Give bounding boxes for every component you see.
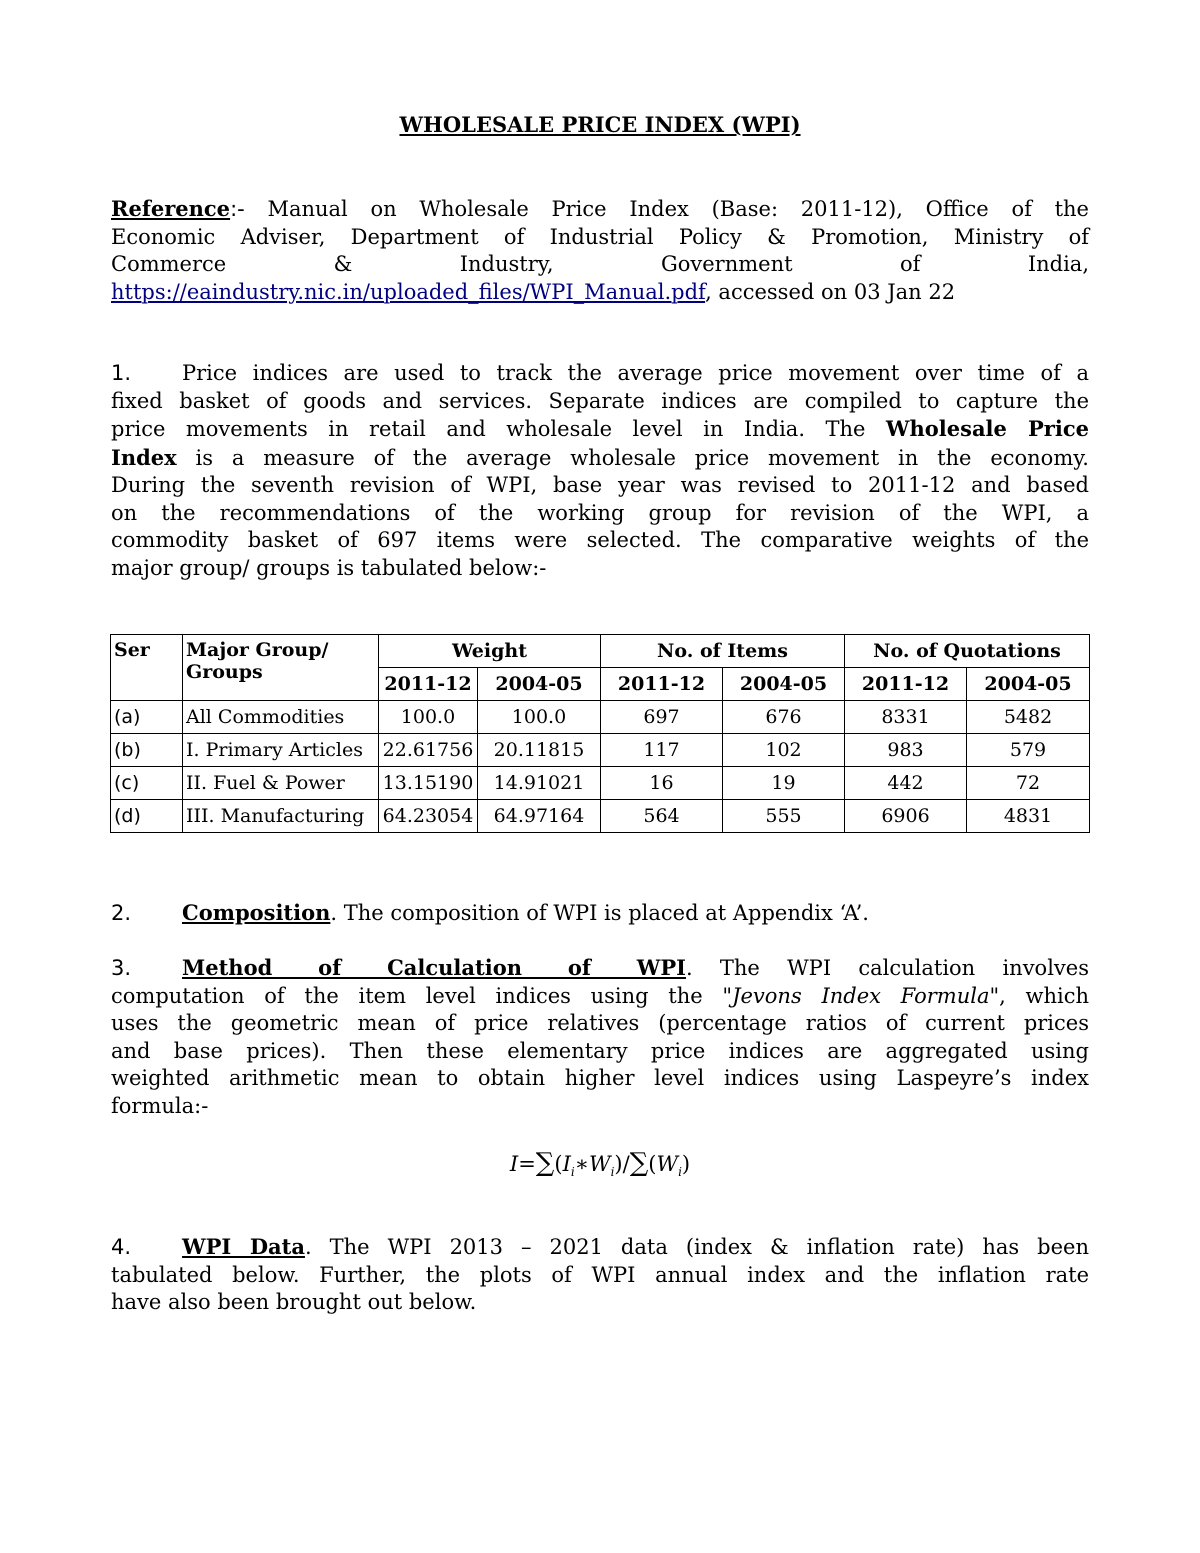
paragraph-number: 4. (111, 1235, 132, 1259)
manual-link[interactable]: https://eaindustry.nic.in/uploaded_files/WPI_Manual.pdf (111, 279, 706, 304)
header-items-2011: 2011-12 (601, 668, 723, 701)
reference-label: Reference (111, 196, 231, 221)
paragraph-number: 2. (111, 901, 132, 925)
paragraph-3: 3. Method of Calculation of WPI. The WPI calculation involves computation of the item level indices using the "Jevons Index Formula", which uses the geometric mean of price relatives (percentage ratios of current prices and base prices). Then these elementary price indices are aggregated using weighted arithmetic mean to obtain higher level indices using Laspeyre’s index formula:- (111, 955, 1090, 1118)
paragraph-4: 4. WPI Data. The WPI 2013 – 2021 data (index & inflation rate) has been tabulated below. Further, the plots of WPI annual index and the inflation rate have also been brought out below. (111, 1234, 1089, 1314)
reference-line-3: Commerce & Industry, Government of India, (111, 252, 1089, 276)
header-weight: Weight (379, 635, 601, 668)
reference-paragraph (111, 195, 1089, 306)
document-title: WHOLESALE PRICE INDEX (WPI) (399, 112, 801, 137)
table-row: (a) All Commodities 100.0 100.0 697 676 8331 5482 (111, 701, 1090, 734)
table-row: (d) III. Manufacturing 64.23054 64.97164 564 555 6906 4831 (111, 800, 1090, 833)
composition-heading: Composition (182, 900, 331, 925)
paragraph-2: 2. Composition. The composition of WPI is placed at Appendix ‘A’. (111, 899, 1089, 928)
laspeyres-formula: $I=\sum(I_i∗W_i)/\sum(W_i)$ (509, 1148, 691, 1180)
header-quotations: No. of Quotations (845, 635, 1090, 668)
reference-line-2: Economic Adviser, Department of Industrial Policy & Promotion, Ministry of (111, 224, 1089, 249)
reference-line-1: Reference:- Manual on Wholesale Price Index (Base: 2011-12), Office of the (111, 196, 1089, 221)
header-weight-2004: 2004-05 (478, 668, 601, 701)
header-items: No. of Items (601, 635, 845, 668)
header-items-2004: 2004-05 (723, 668, 845, 701)
header-group: Major Group/ Groups (183, 635, 379, 701)
header-quotations-2004: 2004-05 (967, 668, 1090, 701)
header-ser: Ser (111, 635, 183, 701)
reference-line-4: https://eaindustry.nic.in/uploaded_files/WPI_Manual.pdf, accessed on 03 Jan 22 (111, 279, 956, 304)
method-heading: Method of Calculation of WPI (182, 955, 686, 980)
table-row: (c) II. Fuel & Power 13.15190 14.91021 16 19 442 72 (111, 767, 1090, 800)
table-header-row (111, 635, 1090, 668)
table-row: (b) I. Primary Articles 22.61756 20.11815 117 102 983 579 (111, 734, 1090, 767)
weights-table (110, 634, 1090, 833)
paragraph-number: 3. (111, 956, 132, 980)
paragraph-1: 1. Price indices are used to track the average price movement over time of a fixed basket of goods and services. Separate indices are compiled to capture the price movements in retail and wholesale level in India. The Wholesale Price Index is a measure of the average wholesale price movement in the economy. During the seventh revision of WPI, base year was revised to 2011-12 and based on the recommendations of the working group for revision of the WPI, a commodity basket of 697 items were selected. The comparative weights of the major group/ groups is tabulated below:- (111, 361, 1089, 580)
header-weight-2011: 2011-12 (379, 668, 478, 701)
jevons-formula-name: "Jevons Index Formula" (722, 983, 1000, 1008)
paragraph-number: 1. (111, 361, 132, 385)
wpi-data-heading: WPI Data (182, 1234, 305, 1259)
header-quotations-2011: 2011-12 (845, 668, 967, 701)
